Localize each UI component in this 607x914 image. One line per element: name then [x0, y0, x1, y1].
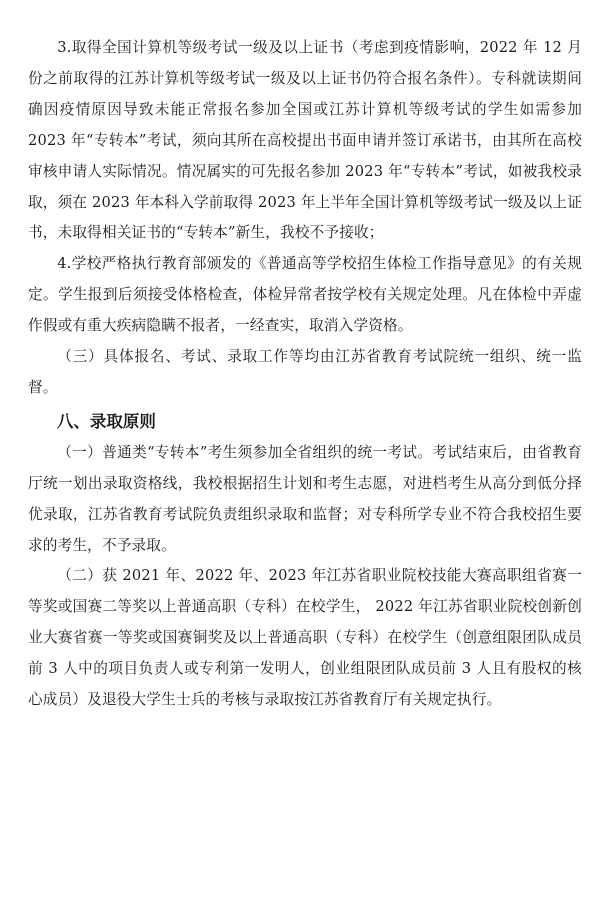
document-page	[28, 33, 582, 716]
paragraph-computer-certificate: 3.取得全国计算机等级考试一级及以上证书（考虑到疫情影响，2022 年 12 月份之前取得的江苏计算机等级考试一级及以上证书仍符合报名条件）。专科就读期间确因疫情原因导致未能正常报名参加全国或江苏计算机等级考试的学生如需参加 2023 年“专转本”考试，须向其所在高校提出书面申请并签订承诺书，由其所在高校审核申请人实际情况。情况属实的可先报名参加 2023 年“专转本”考试，如被我校录取，须在 2023 年本科入学前取得 2023 年上半年全国计算机等级考试一级及以上证书，未取得相关证书的“专转本”新生，我校不予接收；	[28, 39, 582, 242]
paragraph-physical-exam: 4.学校严格执行教育部颁发的《普通高等学校招生体检工作指导意见》的有关规定。学生报到后须接受体格检查，体检异常者按学校有关规定处理。凡在体检中弄虚作假或有重大疾病隐瞒不报者，一经查实，取消入学资格。	[28, 255, 582, 335]
paragraph-award-admission: （二）获 2021 年、2022 年、2023 年江苏省职业院校技能大赛高职组省赛一等奖或国赛二等奖以上普通高职（专科）在校学生， 2022 年江苏省职业院校创新创业大赛省赛一等奖或国赛铜奖及以上普通高职（专科）在校学生（创意组限团队成员前 3 人中的项目负责人或专利第一发明人，创业组限团队成员前 3 人且有股权的核心成员）及退役大学生士兵的考核与录取按江苏省教育厅有关规定执行。	[28, 567, 582, 709]
paragraph-exam-organization: （三）具体报名、考试、录取工作等均由江苏省教育考试院统一组织、统一监督。	[28, 348, 582, 396]
paragraph-regular-admission: （一）普通类“专转本”考生须参加全省组织的统一考试。考试结束后，由省教育厅统一划出录取资格线，我校根据招生计划和考生志愿，对进档考生从高分到低分择优录取，江苏省教育考试院负责组织录取和监督；对专科所学专业不符合我校招生要求的考生，不予录取。	[28, 443, 582, 554]
section-heading-admission-principles: 八、录取原则	[56, 411, 156, 431]
